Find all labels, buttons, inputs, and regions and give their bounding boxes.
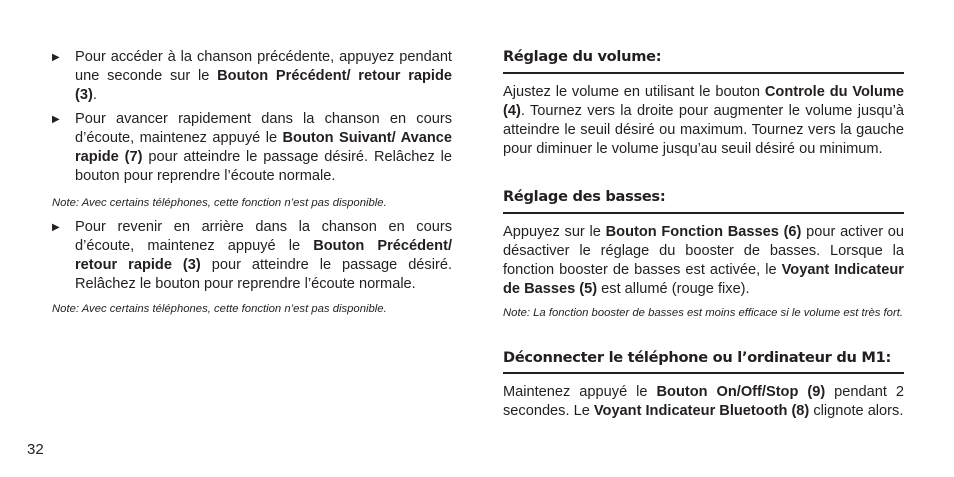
bullet-arrow-icon: ▶	[52, 222, 60, 233]
volume-heading: Réglage du volume:	[503, 48, 662, 65]
page-number: 32	[27, 441, 44, 458]
bullet-arrow-icon: ▶	[52, 52, 60, 63]
bullet-text: Pour avancer rapidement dans la chanson en cours d’écoute, maintenez appuyé le Bouton Suivant/ Avance rapide (7) pour atteindre le passage désiré. Relâchez le bouton pour reprendre l’écoute normale.	[75, 111, 453, 184]
heading-rule	[503, 372, 904, 374]
bullet-fast-forward	[52, 110, 452, 186]
disconnect-heading: Déconnecter le téléphone ou l’ordinateur du M1:	[503, 349, 891, 366]
bass-heading: Réglage des basses:	[503, 188, 666, 205]
bass-paragraph: Appuyez sur le Bouton Fonction Basses (6) pour activer ou désactiver le réglage du booster de basses. Lorsque la fonction booster de basses est activée, le Voyant Indicateur de Basses (5) est allumé (rouge fixe).	[503, 224, 905, 297]
bass-note: Note: La fonction booster de basses est moins efficace si le volume est très fort.	[503, 307, 903, 319]
bullet-previous-track	[52, 48, 452, 105]
heading-rule	[503, 72, 904, 74]
bullet-text: Pour accéder à la chanson précédente, appuyez pendant une seconde sur le Bouton Précédent/ retour rapide (3).	[75, 49, 452, 103]
bullet-rewind	[52, 218, 452, 294]
volume-paragraph: Ajustez le volume en utilisant le bouton Controle du Volume (4). Tournez vers la droite pour augmenter le volume jusqu’à atteindre le seuil désiré ou maximum. Tournez vers la gauche pour diminuer le volume jusqu’au seuil désiré ou minimum.	[503, 84, 904, 157]
bullet-arrow-icon: ▶	[52, 114, 60, 125]
heading-rule	[503, 212, 904, 214]
disconnect-paragraph: Maintenez appuyé le Bouton On/Off/Stop (9) pendant 2 secondes. Le Voyant Indicateur Bluetooth (8) clignote alors.	[503, 384, 904, 419]
note-unavailable: Note: Avec certains téléphones, cette fonction n’est pas disponible.	[52, 303, 387, 315]
bullet-text: Pour revenir en arrière dans la chanson en cours d’écoute, maintenez appuyé le Bouton Précédent/ retour rapide (3) pour atteindre le passage désiré. Relâchez le bouton pour reprendre l’écoute normale.	[75, 219, 452, 292]
note-unavailable: Note: Avec certains téléphones, cette fonction n’est pas disponible.	[52, 197, 387, 209]
